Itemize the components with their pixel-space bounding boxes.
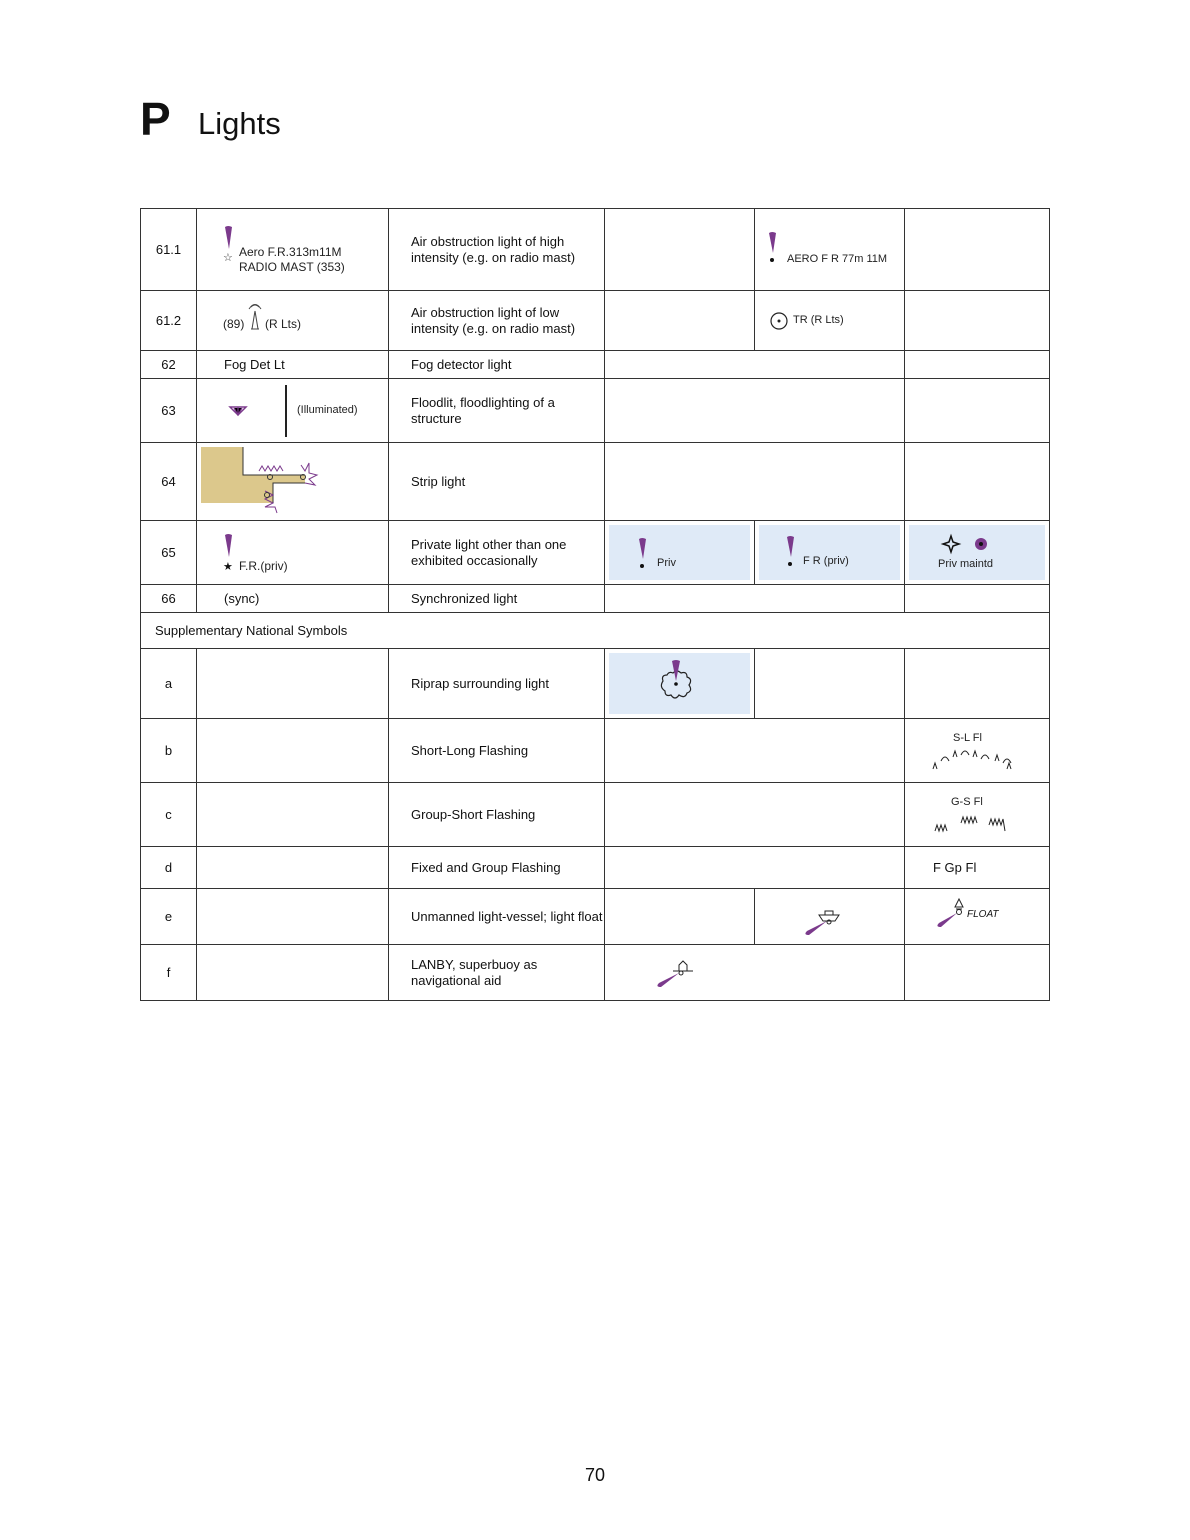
alt-label: AERO F R 77m 11M [787, 253, 888, 265]
highlight-box [609, 525, 750, 580]
row-number: 61.1 [141, 209, 197, 291]
symbol-cell [197, 291, 389, 351]
symbol-label: (R Lts) [265, 317, 301, 331]
row-number: f [141, 945, 197, 1001]
alt-symbol-cell [755, 291, 905, 351]
alt-label: TR (R Lts) [793, 314, 844, 326]
empty-cell [605, 379, 905, 443]
empty-cell [197, 719, 389, 783]
symbol-label: F.R.(priv) [239, 559, 288, 573]
lights-table [140, 208, 1050, 1001]
description: Synchronized light [389, 585, 605, 613]
empty-cell [605, 209, 755, 291]
row-number: 65 [141, 521, 197, 585]
symbol-cell [605, 945, 905, 1001]
light-flare-icon [767, 231, 779, 265]
table-row [141, 379, 1050, 443]
description: Group-Short Flashing [389, 783, 605, 847]
page-number: 70 [584, 1465, 606, 1485]
alt-symbol-cell [755, 521, 905, 585]
row-number: c [141, 783, 197, 847]
alt-symbol-cell [605, 521, 755, 585]
table-row [141, 351, 1050, 379]
alt-symbol-cell [905, 889, 1050, 945]
description: LANBY, superbuoy as navigational aid [389, 945, 605, 1001]
alt-symbol-cell [755, 889, 905, 945]
empty-cell [905, 291, 1050, 351]
empty-cell [197, 783, 389, 847]
table-row [141, 649, 1050, 719]
row-number: a [141, 649, 197, 719]
table-row [141, 209, 1050, 291]
short-long-flash-icon [931, 747, 1015, 771]
empty-cell [605, 291, 755, 351]
svg-text:☆: ☆ [223, 252, 233, 264]
empty-cell [905, 379, 1050, 443]
private-light-icon [943, 535, 993, 553]
row-number: 61.2 [141, 291, 197, 351]
light-float-icon [935, 897, 971, 933]
empty-cell [755, 649, 905, 719]
alt-label: F Gp Fl [905, 847, 1050, 889]
table-row [141, 719, 1050, 783]
symbol-label: Aero F.R.313m11M [239, 245, 342, 259]
empty-cell [605, 351, 905, 379]
empty-cell [605, 847, 905, 889]
row-number: 62 [141, 351, 197, 379]
empty-cell [605, 719, 905, 783]
alt-label: S-L Fl [953, 732, 982, 744]
empty-cell [905, 649, 1050, 719]
empty-cell [905, 351, 1050, 379]
alt-symbol-cell [905, 719, 1050, 783]
empty-cell [197, 889, 389, 945]
row-number: 64 [141, 443, 197, 521]
alt-label: F R (priv) [803, 555, 849, 567]
light-flare-icon [223, 225, 237, 265]
empty-cell [197, 945, 389, 1001]
supplementary-heading: Supplementary National Symbols [141, 613, 1050, 649]
symbol-label: (89) [223, 317, 245, 331]
table-row [141, 889, 1050, 945]
symbol-cell [197, 209, 389, 291]
empty-cell [605, 585, 905, 613]
alt-symbol-cell [605, 649, 755, 719]
symbol-cell [197, 443, 389, 521]
empty-cell [197, 649, 389, 719]
description: Fixed and Group Flashing [389, 847, 605, 889]
light-vessel-icon [803, 905, 843, 939]
alt-label: Priv maintd [938, 558, 994, 570]
empty-cell [905, 585, 1050, 613]
highlight-box [759, 525, 900, 580]
light-flare-icon [785, 535, 797, 569]
row-number: 66 [141, 585, 197, 613]
description: Strip light [389, 443, 605, 521]
symbol-cell [197, 521, 389, 585]
description: Fog detector light [389, 351, 605, 379]
table-row [141, 847, 1050, 889]
floodlight-icon [229, 405, 249, 417]
empty-cell [905, 443, 1050, 521]
row-number: b [141, 719, 197, 783]
description: Unmanned light-vessel; light float [389, 889, 605, 945]
alt-symbol-cell [905, 783, 1050, 847]
symbol-label: RADIO MAST (353) [239, 260, 345, 274]
alt-label: G-S Fl [951, 796, 983, 808]
light-flare-icon [637, 537, 649, 571]
description: Air obstruction light of low intensity (e.g. on radio mast) [389, 291, 605, 351]
symbol-label: (Illuminated) [297, 404, 358, 416]
empty-cell [605, 443, 905, 521]
lanby-icon [655, 959, 695, 993]
circle-dot-icon [769, 311, 789, 331]
table-row [141, 291, 1050, 351]
symbol-cell [197, 379, 389, 443]
section-letter: P [140, 93, 171, 145]
row-number: 63 [141, 379, 197, 443]
table-row [141, 443, 1050, 521]
svg-text:★: ★ [223, 561, 233, 573]
structure-line [285, 385, 287, 437]
table-row [141, 945, 1050, 1001]
table-row [141, 521, 1050, 585]
description: Floodlit, floodlighting of a structure [389, 379, 605, 443]
empty-cell [605, 783, 905, 847]
description: Private light other than one exhibited occasionally [389, 521, 605, 585]
empty-cell [605, 889, 755, 945]
empty-cell [905, 209, 1050, 291]
alt-symbol-cell [755, 209, 905, 291]
strip-light-icon [201, 447, 331, 517]
row-number: d [141, 847, 197, 889]
riprap-light-icon [657, 659, 697, 705]
row-number: e [141, 889, 197, 945]
description: Short-Long Flashing [389, 719, 605, 783]
light-flare-icon [223, 533, 237, 575]
table-row [141, 783, 1050, 847]
alt-label: FLOAT [967, 909, 999, 920]
symbol-label: Fog Det Lt [197, 351, 389, 379]
alt-label: Priv [657, 557, 676, 569]
empty-cell [197, 847, 389, 889]
section-title: Lights [198, 106, 281, 141]
table-row [141, 585, 1050, 613]
radio-mast-icon [247, 303, 263, 331]
group-short-flash-icon [933, 811, 1013, 835]
symbol-label: (sync) [197, 585, 389, 613]
empty-cell [905, 945, 1050, 1001]
alt-symbol-cell [905, 521, 1050, 585]
description: Riprap surrounding light [389, 649, 605, 719]
description: Air obstruction light of high intensity (e.g. on radio mast) [389, 209, 605, 291]
table-row [141, 613, 1050, 649]
